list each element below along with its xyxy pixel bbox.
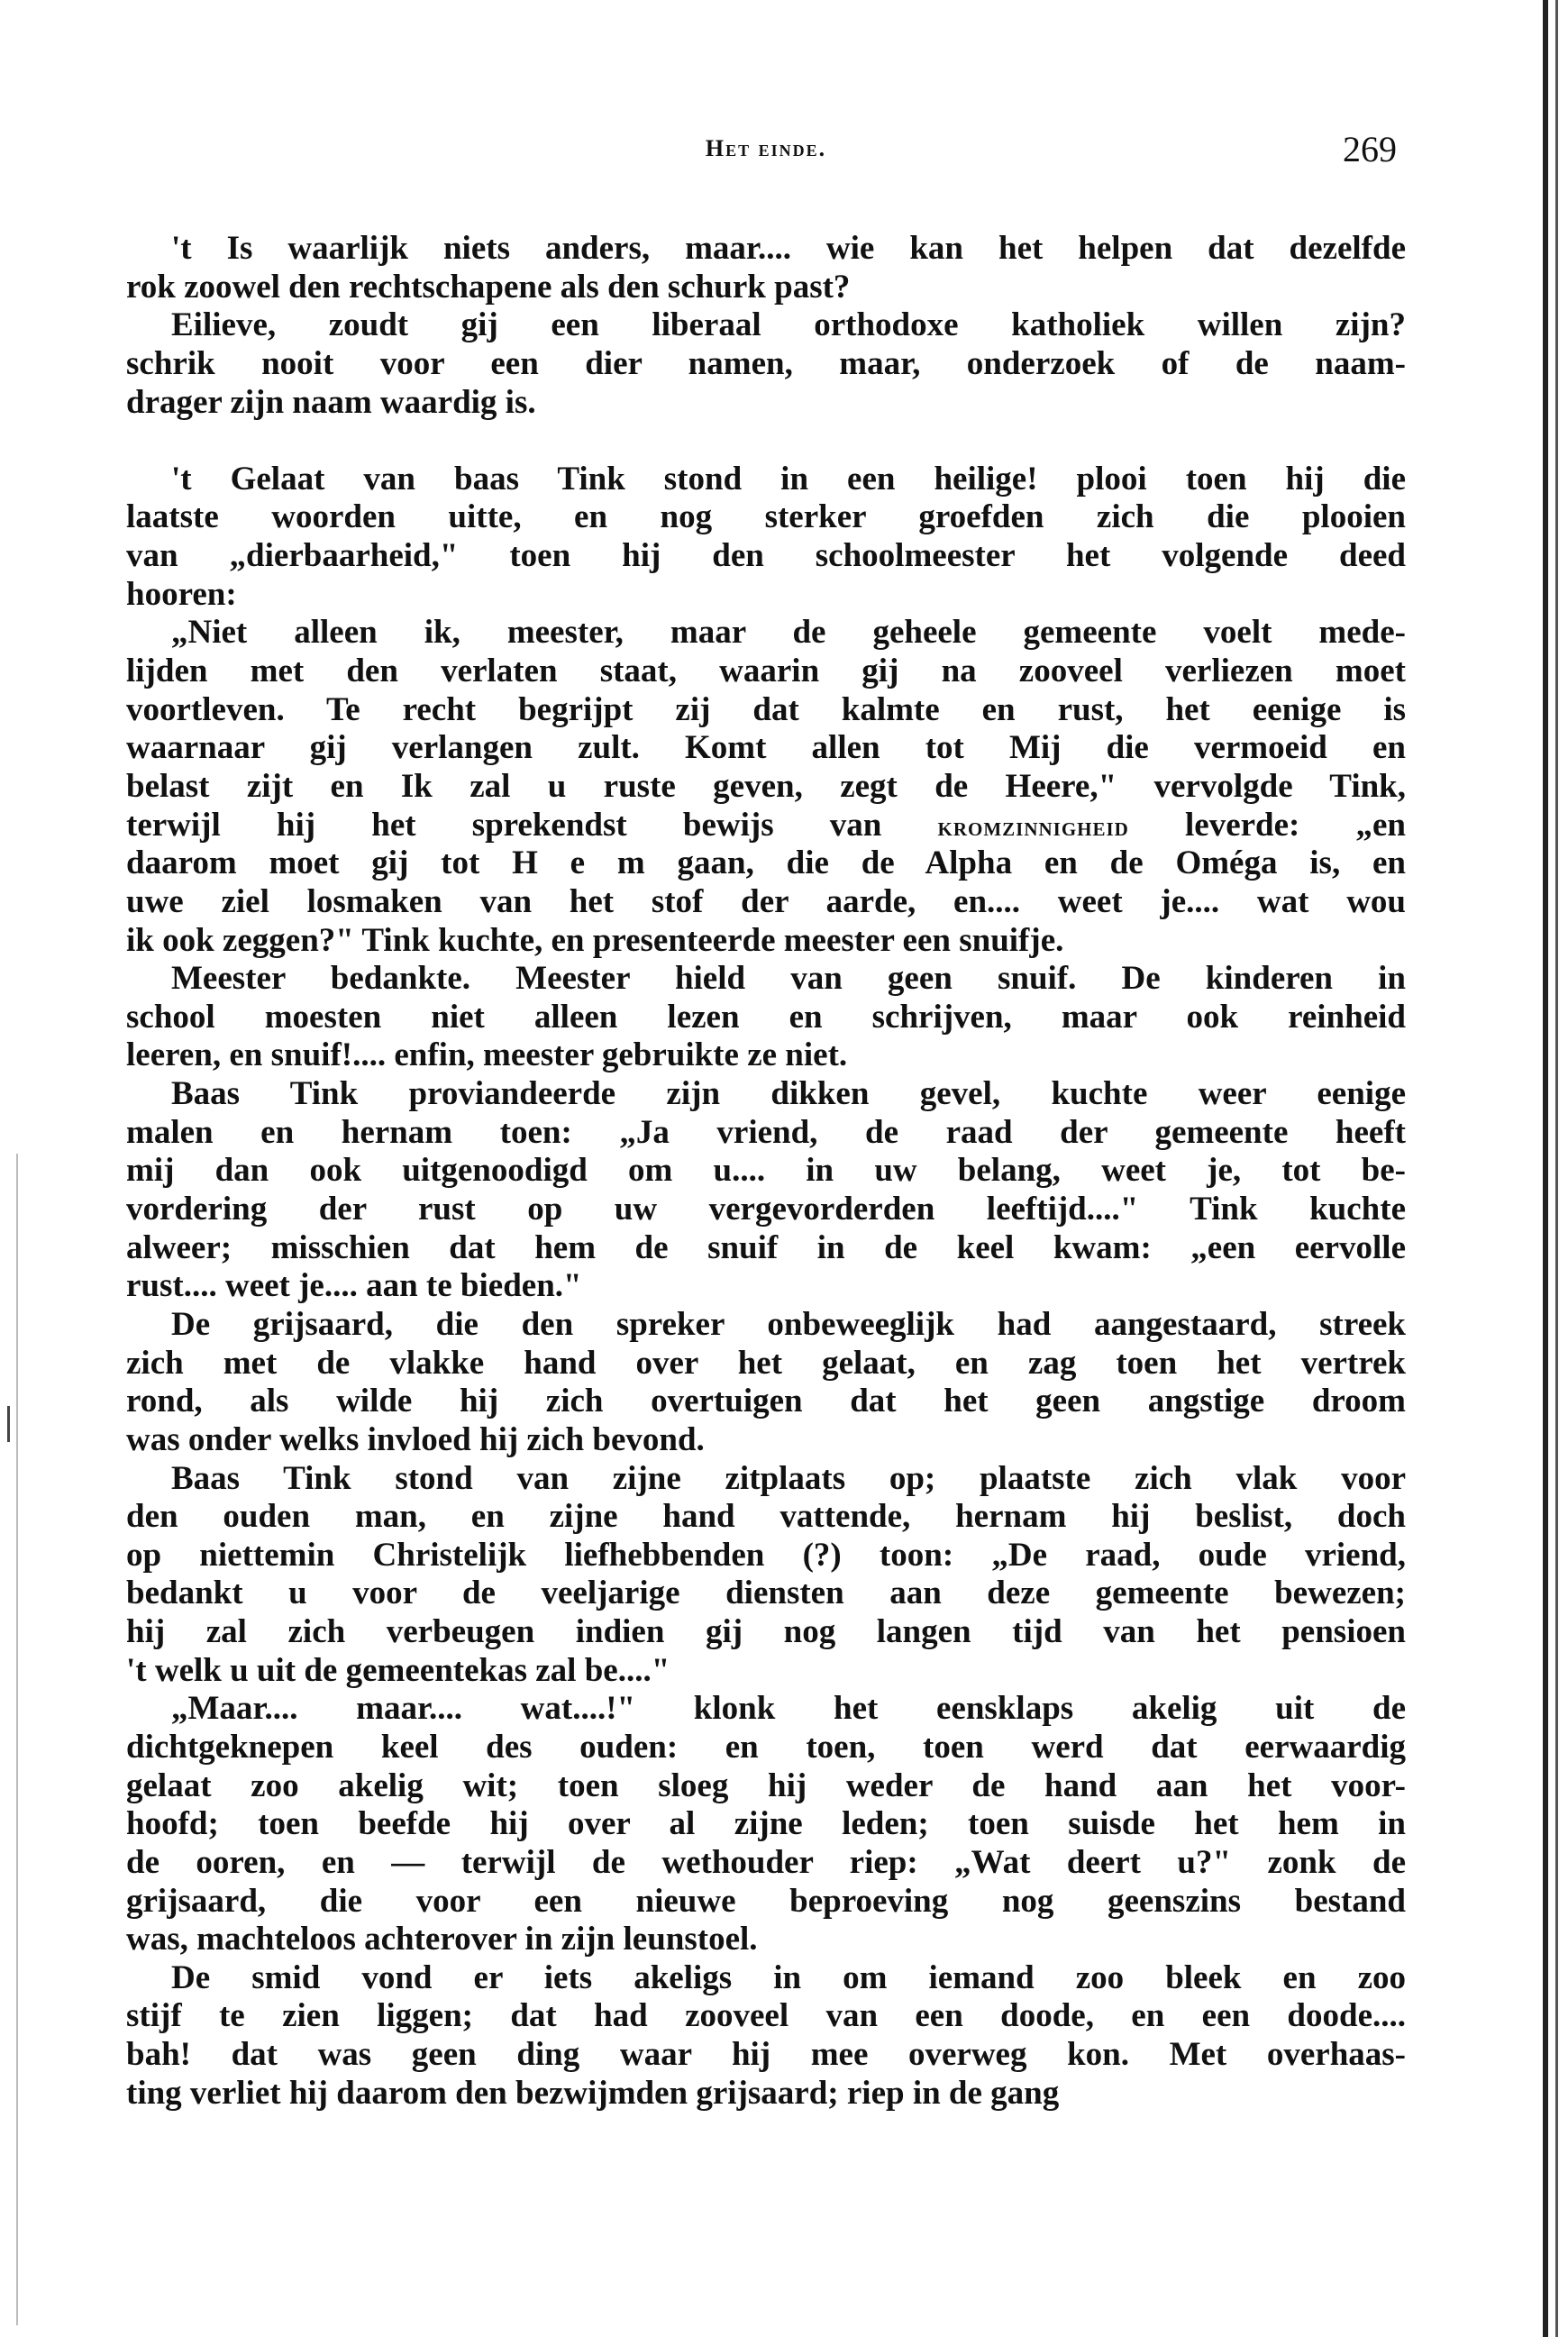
text-line: drager zijn naam waardig is. (126, 383, 536, 421)
page-binding-edge-inner (1555, 0, 1558, 2337)
text-line: alweer; misschien dat hem de snuif in de keel kwam: „een eervolle (126, 1228, 1406, 1266)
text-line: belast zijt en Ik zal u ruste geven, zegt de Heere," vervolgde Tink, (126, 767, 1406, 805)
text-line: van „dierbaarheid," toen hij den schoolmeester het volgende deed (126, 537, 1406, 575)
text-line: 't Is waarlijk niets anders, maar.... wie kan het helpen dat dezelfde (171, 230, 1406, 267)
scan-margin-mark (7, 1406, 10, 1442)
paragraph (126, 1460, 1406, 1691)
small-caps-word: kromzinnigheid (937, 811, 1129, 842)
text-line: waarnaar gij verlangen zult. Komt allen tot Mij die vermoeid en (126, 729, 1406, 767)
text-line: hij zal zich verbeugen indien gij nog langen tijd van het pensioen (126, 1613, 1406, 1651)
text-line: vordering der rust op uw vergevorderden leeftijd...." Tink kuchte (126, 1191, 1406, 1228)
paragraph (126, 461, 1406, 615)
text-line: gelaat zoo akelig wit; toen sloeg hij weder de hand aan het voor- (126, 1766, 1406, 1804)
paragraph (126, 306, 1406, 422)
text-line: De grijsaard, die den spreker onbeweeglijk had aangestaard, streek (171, 1305, 1406, 1343)
paragraph (126, 1690, 1406, 1958)
text-line: lijden met den verlaten staat, waarin gij na zooveel verliezen moet (126, 653, 1406, 690)
text-line: voortleven. Te recht begrijpt zij dat kalmte en rust, het eenige is (126, 690, 1406, 728)
text-line: stijf te zien liggen; dat had zooveel van een doode, en een doode.... (126, 1997, 1406, 2035)
paragraph (126, 1959, 1406, 2113)
text-line: rond, als wilde hij zich overtuigen dat het geen angstige droom (126, 1383, 1406, 1420)
text-line: de ooren, en — terwijl de wethouder riep: „Wat deert u?" zonk de (126, 1843, 1406, 1881)
text-line: Baas Tink proviandeerde zijn dikken gevel, kuchte weer eenige (171, 1075, 1406, 1113)
text-line: ik ook zeggen?" Tink kuchte, en presenteerde meester een snuifje. (126, 921, 1064, 959)
text-line: op niettemin Christelijk liefhebbenden (?) toon: „De raad, oude vriend, (126, 1536, 1406, 1574)
body-text (126, 230, 1406, 2113)
text-line: leeren, en snuif!.... enfin, meester gebruikte ze niet. (126, 1036, 848, 1074)
paragraph (126, 614, 1406, 960)
text-line: bedankt u voor de veeljarige diensten aan deze gemeente bewezen; (126, 1575, 1406, 1612)
text-line: 't Gelaat van baas Tink stond in een heilige! plooi toen hij die (171, 460, 1406, 498)
text-line: hoofd; toen beefde hij over al zijne leden; toen suisde het hem in (126, 1805, 1406, 1843)
text-line: Meester bedankte. Meester hield van geen snuif. De kinderen in (171, 960, 1406, 998)
scan-margin-line (16, 1154, 18, 2325)
text-line: „Maar.... maar.... wat....!" klonk het eensklaps akelig uit de (171, 1690, 1406, 1728)
text-line: De smid vond er iets akeligs in om iemand zoo bleek en zoo (171, 1958, 1406, 1996)
text-line: uwe ziel losmaken van het stof der aarde, en.... weet je.... wat wou (126, 882, 1406, 920)
paragraph (126, 230, 1406, 306)
text-line: schrik nooit voor een dier namen, maar, onderzoek of de naam- (126, 344, 1406, 382)
paragraph (126, 960, 1406, 1075)
text-line: daarom moet gij tot H e m gaan, die de Alpha en de Oméga is, en (126, 844, 1406, 882)
text-line: bah! dat was geen ding waar hij mee overweg kon. Met overhaas- (126, 2036, 1406, 2074)
page-binding-edge (1543, 0, 1548, 2337)
text-line: was, machteloos achterover in zijn leunstoel. (126, 1921, 758, 1958)
text-line: malen en hernam toen: „Ja vriend, de raad der gemeente heeft (126, 1113, 1406, 1151)
text-line: rust.... weet je.... aan te bieden." (126, 1267, 582, 1305)
text-line: dichtgeknepen keel des ouden: en toen, toen werd dat eerwaardig (126, 1728, 1406, 1766)
text-line: ting verliet hij daarom den bezwijmden grijsaard; riep in de gang (126, 2074, 1060, 2112)
text-line: school moesten niet alleen lezen en schrijven, maar ook reinheid (126, 998, 1406, 1036)
text-line: was onder welks invloed hij zich bevond. (126, 1420, 705, 1458)
text-line: Eilieve, zoudt gij een liberaal orthodoxe katholiek willen zijn? (171, 306, 1406, 344)
text-line: hooren: (126, 575, 237, 613)
chapter-title: Het einde. (705, 135, 827, 161)
paragraph (126, 1075, 1406, 1306)
text-segment: terwijl hij het sprekendst bewijs van (126, 806, 938, 844)
text-line: laatste woorden uitte, en nog sterker groefden zich die plooien (126, 498, 1406, 536)
text-segment: leverde: „en (1128, 806, 1407, 844)
running-head (126, 128, 1406, 173)
text-line: grijsaard, die voor een nieuwe beproeving nog geenszins bestand (126, 1882, 1406, 1920)
text-line: den ouden man, en zijne hand vattende, hernam hij beslist, doch (126, 1498, 1406, 1536)
paragraph-gap (126, 422, 1406, 461)
text-line: 't welk u uit de gemeentekas zal be...." (126, 1651, 670, 1689)
text-line: rok zoowel den rechtschapene als den schurk past? (126, 268, 851, 306)
text-line (126, 807, 1406, 845)
text-line: zich met de vlakke hand over het gelaat, en zag toen het vertrek (126, 1344, 1406, 1382)
text-line: „Niet alleen ik, meester, maar de geheele gemeente voelt mede- (171, 614, 1406, 652)
page-number: 269 (1343, 129, 1397, 169)
paragraph (126, 1306, 1406, 1460)
text-line: mij dan ook uitgenoodigd om u.... in uw belang, weet je, tot be- (126, 1152, 1406, 1190)
text-line: Baas Tink stond van zijne zitplaats op; plaatste zich vlak voor (171, 1459, 1406, 1497)
